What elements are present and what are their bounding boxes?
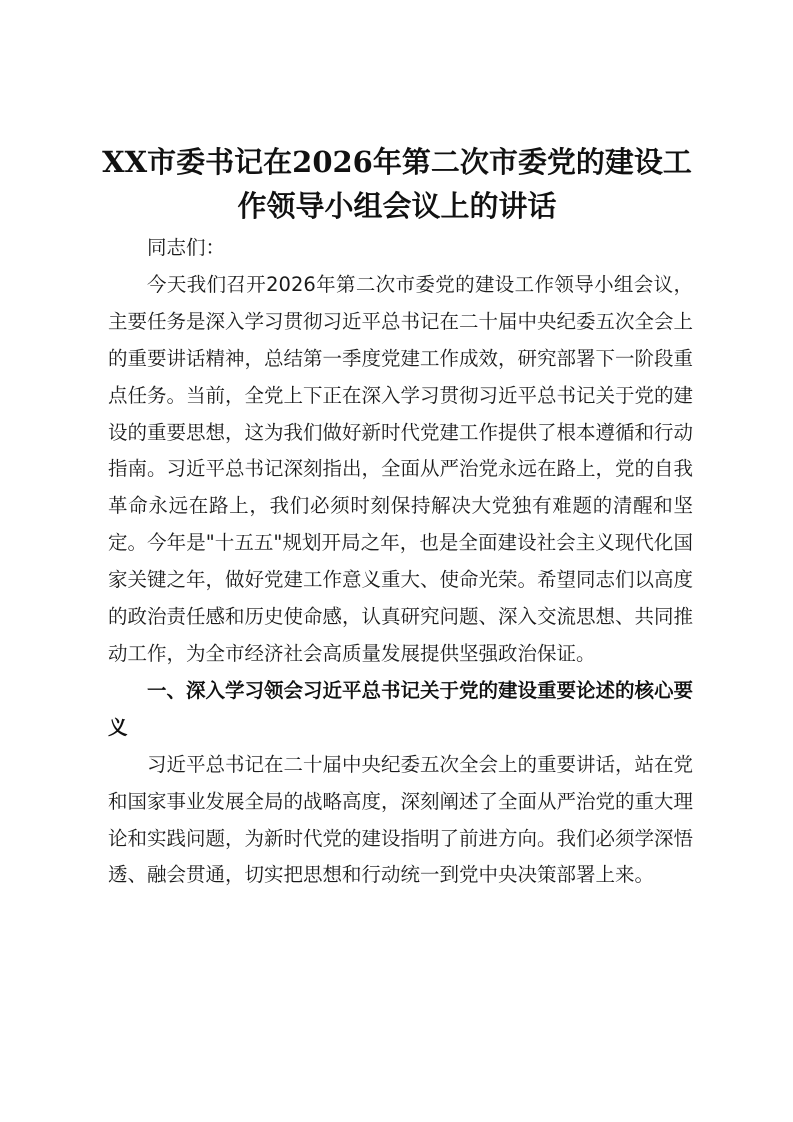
document-title: XX市委书记在2026年第二次市委党的建设工作领导小组会议上的讲话 xyxy=(102,145,692,223)
section-paragraph: 习近平总书记在二十届中央纪委五次全会上的重要讲话，站在党和国家事业发展全局的战略高度，深刻阐述了全面从严治党的重大理论和实践问题，为新时代党的建设指明了前进方向。我们必须学深悟透、融会贯通，切实把思想和行动统一到党中央决策部署上来。 xyxy=(108,752,694,887)
salutation: 同志们： xyxy=(147,236,226,259)
document-body xyxy=(108,230,693,894)
section-heading: 一、深入学习领会习近平总书记关于党的建设重要论述的核心要义 xyxy=(108,678,694,739)
intro-paragraph: 今天我们召开2026年第二次市委党的建设工作领导小组会议，主要任务是深入学习贯彻习近平总书记在二十届中央纪委五次全会上的重要讲话精神，总结第一季度党建工作成效，研究部署下一阶段重点任务。当前，全党上下正在深入学习贯彻习近平总书记关于党的建设的重要思想，这为我们做好新时代党建工作提供了根本遵循和行动指南。习近平总书记深刻指出，全面从严治党永远在路上，党的自我革命永远在路上，我们必须时刻保持解决大党独有难题的清醒和坚定。今年是"十五五"规划开局之年，也是全面建设社会主义现代化国家关键之年，做好党建工作意义重大、使命光荣。希望同志们以高度的政治责任感和历史使命感，认真研究问题、深入交流思想、共同推动工作，为全市经济社会高质量发展提供坚强政治保证。 xyxy=(108,272,694,665)
